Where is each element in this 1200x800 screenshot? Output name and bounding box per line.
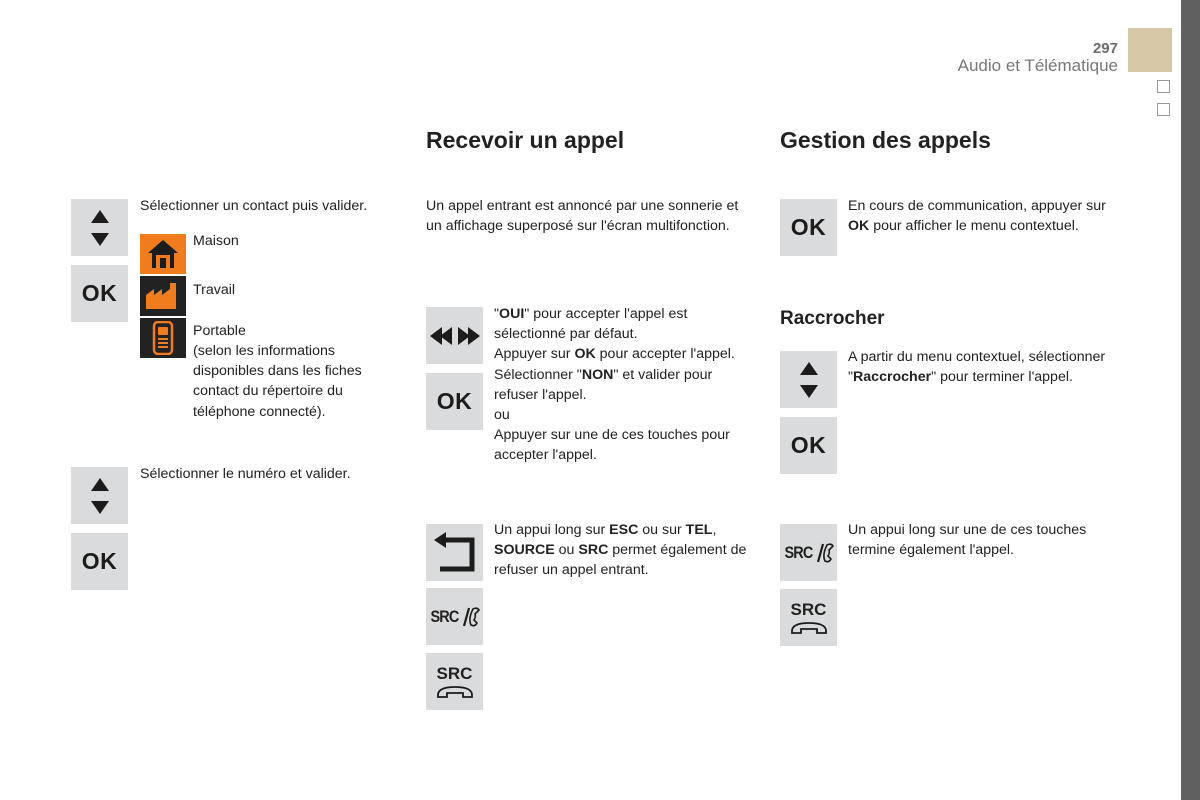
- src-text: SRC: [790, 600, 827, 619]
- ok-key: [426, 373, 483, 430]
- ok-key-label: OK: [81, 280, 118, 306]
- work-label: Travail: [193, 282, 236, 298]
- ok-key-label: OK: [436, 388, 473, 414]
- esc-back-key: [426, 524, 483, 581]
- long-press-hangup: Un appui long sur une de ces touches termine également l'appel.: [848, 522, 1087, 559]
- hangup-title: Raccrocher: [780, 308, 885, 329]
- ok-key-label: OK: [81, 548, 118, 574]
- rewind-forward-key: [426, 307, 483, 364]
- ok-keyword: OK: [848, 218, 870, 235]
- chapter-tab-box: [1157, 80, 1170, 93]
- text: En cours de communication, appuyer sur: [848, 198, 1106, 214]
- src-hangup-icon: [436, 685, 474, 699]
- phone-slash-icon: [461, 606, 481, 628]
- chapter-title: Audio et Télématique: [957, 56, 1118, 75]
- phone-slash-icon: [815, 542, 835, 564]
- quote: ": [494, 306, 500, 322]
- arrow-up-down-key: [71, 467, 128, 524]
- section-title-receive: Recevoir un appel: [426, 127, 625, 153]
- reject-instructions: [494, 520, 759, 581]
- src-text: SRC: [436, 664, 473, 683]
- hangup-instructions: [848, 347, 1113, 387]
- text: Sélectionner ": [494, 366, 582, 383]
- accept-line-keys: Appuyer sur une de ces touches pour accepter l'appel.: [494, 427, 730, 464]
- tel-keyword: TEL: [685, 522, 713, 538]
- src-tel-icon: [782, 542, 835, 564]
- text: Un appui long sur: [494, 522, 610, 538]
- src-tel-key: [780, 524, 837, 581]
- page-number: 297: [1092, 40, 1118, 57]
- text: " pour terminer l'appel.: [931, 369, 1073, 386]
- text: ou: [554, 542, 579, 559]
- src-tel-key: [426, 588, 483, 645]
- arrow-up-down-key: [780, 351, 837, 408]
- accept-instructions: [494, 304, 759, 466]
- text: " et valider pour refuser l'appel.: [494, 366, 713, 403]
- source-keyword: SOURCE: [494, 542, 555, 559]
- arrow-up-down-icon: [798, 360, 820, 400]
- rewind-forward-icon: [429, 326, 481, 346]
- ok-key: [780, 417, 837, 474]
- chapter-tab-box: [1157, 103, 1170, 116]
- text: pour afficher le menu contextuel.: [869, 218, 1079, 235]
- esc-keyword: ESC: [609, 522, 639, 538]
- home-icon-tile: [140, 234, 186, 274]
- mobile-phone-icon: [152, 321, 174, 355]
- arrow-up-down-icon: [89, 476, 111, 516]
- src-hangup-key: [426, 653, 483, 710]
- arrow-up-down-key: [71, 199, 128, 256]
- src-keyword: SRC: [578, 542, 609, 559]
- accept-line-default: [494, 304, 759, 344]
- accept-line-ok: [494, 344, 759, 364]
- arrow-up-down-icon: [89, 208, 111, 248]
- src-tel-icon: [428, 606, 481, 628]
- src-hangup-key: [780, 589, 837, 646]
- text: ou sur: [638, 522, 686, 538]
- accept-line-non: [494, 365, 759, 405]
- accept-line-or: ou: [494, 407, 510, 424]
- text: Appuyer sur: [494, 346, 575, 363]
- chapter-tab: [1128, 28, 1172, 72]
- ok-key: [780, 199, 837, 256]
- text: ,: [712, 522, 717, 538]
- oui-keyword: OUI: [499, 306, 525, 322]
- step-select-contact: Sélectionner un contact puis valider.: [140, 198, 368, 214]
- receive-intro: Un appel entrant est annoncé par une sonnerie et un affichage superposé sur l'écran multifonction.: [426, 198, 739, 235]
- step-select-number: Sélectionner le numéro et valider.: [140, 466, 351, 482]
- src-tel-text: SRC: [784, 542, 813, 562]
- text: pour accepter l'appel.: [595, 346, 735, 363]
- mobile-label: Portable: [193, 323, 246, 339]
- factory-icon-tile: [140, 276, 186, 316]
- right-rail: [1181, 0, 1200, 800]
- mobile-note: (selon les informations disponibles dans les fiches contact du répertoire du téléphone connecté).: [193, 343, 362, 420]
- src-hangup-icon: [790, 621, 828, 635]
- src-tel-text: SRC: [430, 606, 459, 626]
- ok-key-label: OK: [790, 432, 827, 458]
- factory-icon: [144, 281, 182, 311]
- ok-key-label: OK: [790, 214, 827, 240]
- back-esc-icon: [432, 531, 478, 575]
- section-title-manage: Gestion des appels: [780, 127, 991, 153]
- ok-keyword: OK: [574, 346, 596, 363]
- home-icon: [146, 238, 180, 270]
- manage-instructions: [848, 196, 1113, 236]
- text: A partir du menu contextuel, sélectionner ": [848, 349, 1106, 386]
- ok-key: [71, 265, 128, 322]
- ok-key: [71, 533, 128, 590]
- raccrocher-keyword: Raccrocher: [853, 369, 932, 386]
- text: permet également de refuser un appel entrant.: [494, 542, 747, 579]
- accept-default-text: " pour accepter l'appel est sélectionné par défaut.: [494, 306, 688, 343]
- home-label: Maison: [193, 233, 239, 249]
- mobile-icon-tile: [140, 318, 186, 358]
- non-keyword: NON: [581, 366, 614, 383]
